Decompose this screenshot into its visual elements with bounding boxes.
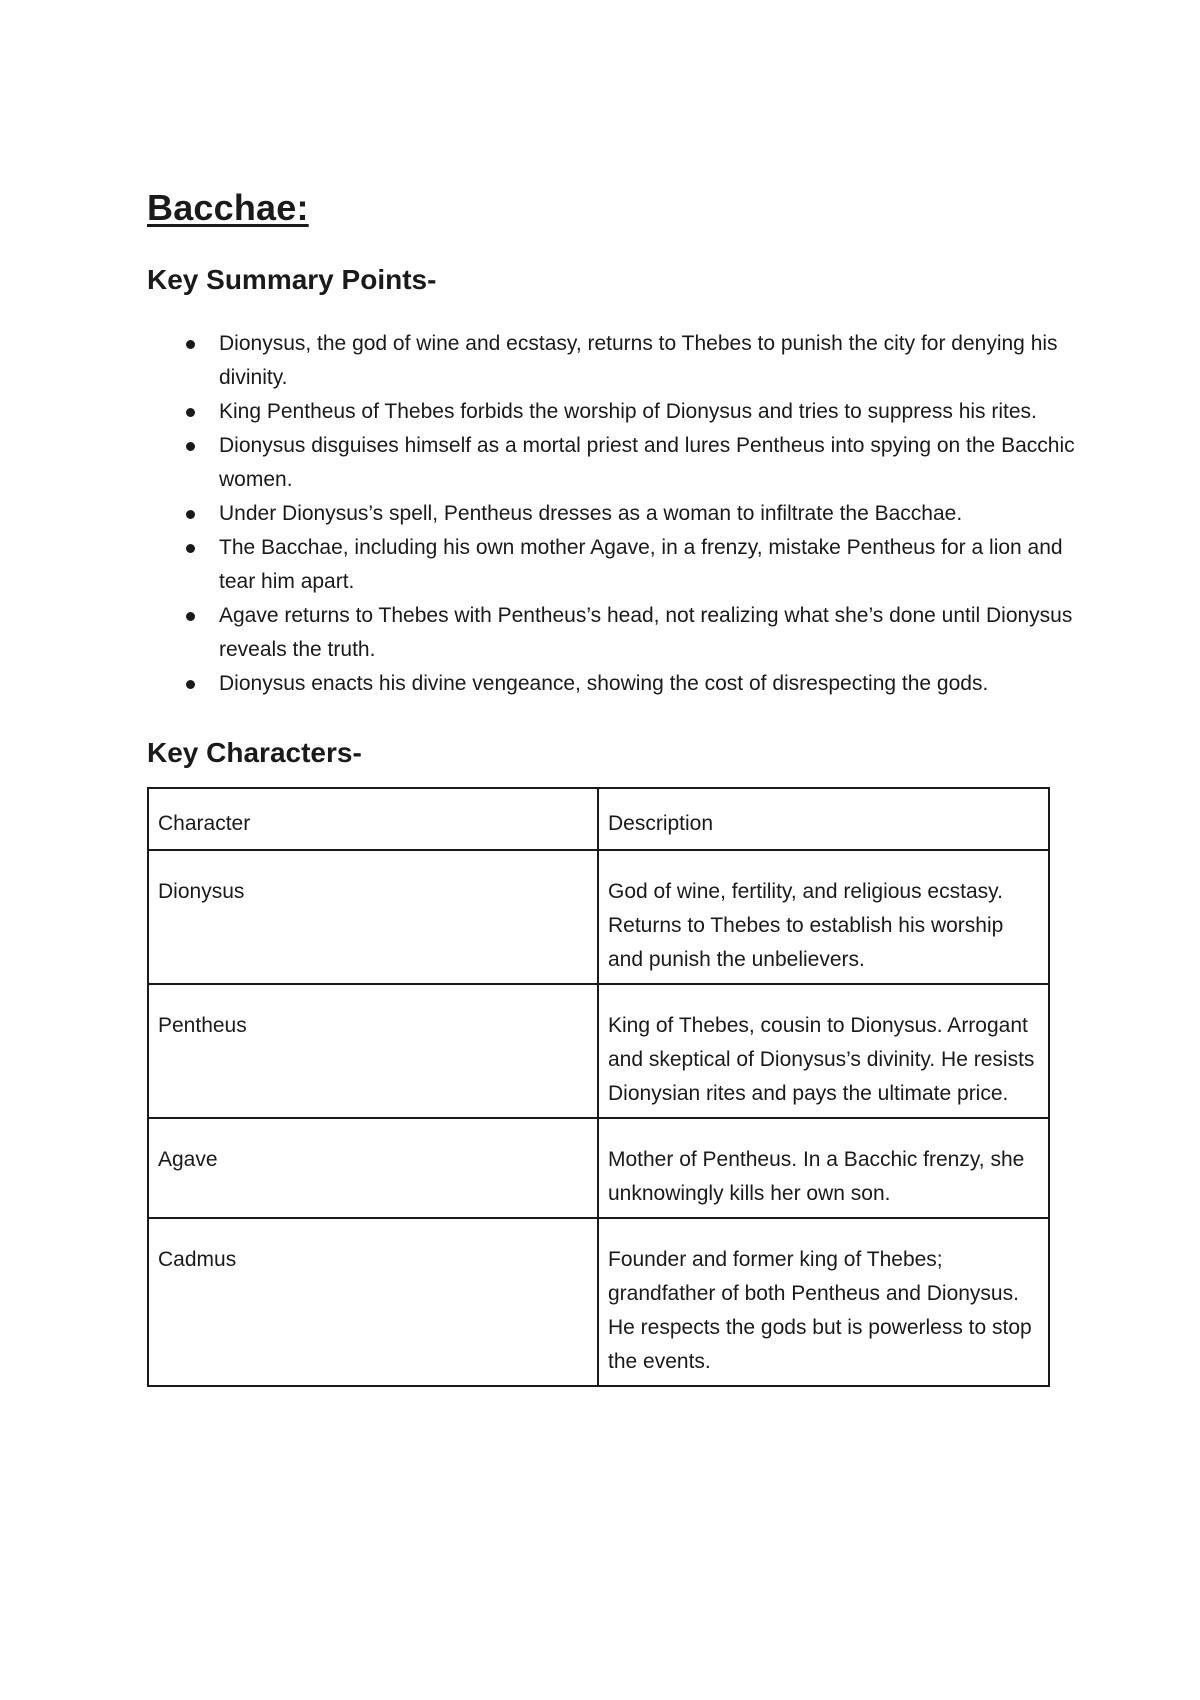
document-title: Bacchae: bbox=[147, 187, 309, 228]
summary-point: Dionysus enacts his divine vengeance, showing the cost of disrespecting the gods. bbox=[219, 667, 1079, 701]
character-description: Founder and former king of Thebes; grandfather of both Pentheus and Dionysus. He respects the gods but is powerless to stop the events. bbox=[598, 1218, 1049, 1386]
table-header-row bbox=[148, 788, 1049, 850]
document-page bbox=[147, 180, 1075, 1387]
summary-point: Dionysus disguises himself as a mortal priest and lures Pentheus into spying on the Bacchic women. bbox=[219, 429, 1079, 497]
character-description: God of wine, fertility, and religious ecstasy. Returns to Thebes to establish his worship and punish the unbelievers. bbox=[598, 850, 1049, 984]
table-row bbox=[148, 1218, 1049, 1386]
summary-point: King Pentheus of Thebes forbids the worship of Dionysus and tries to suppress his rites. bbox=[219, 395, 1079, 429]
table-row bbox=[148, 850, 1049, 984]
summary-point: Dionysus, the god of wine and ecstasy, returns to Thebes to punish the city for denying his divinity. bbox=[219, 327, 1079, 395]
column-header-description: Description bbox=[598, 788, 1049, 850]
column-header-character: Character bbox=[148, 788, 598, 850]
character-description: King of Thebes, cousin to Dionysus. Arrogant and skeptical of Dionysus’s divinity. He resists Dionysian rites and pays the ultimate price. bbox=[598, 984, 1049, 1118]
summary-point: Under Dionysus’s spell, Pentheus dresses as a woman to infiltrate the Bacchae. bbox=[219, 497, 1079, 531]
characters-table bbox=[147, 787, 1050, 1387]
summary-point: The Bacchae, including his own mother Agave, in a frenzy, mistake Pentheus for a lion and tear him apart. bbox=[219, 531, 1079, 599]
character-name: Pentheus bbox=[148, 984, 598, 1118]
character-description: Mother of Pentheus. In a Bacchic frenzy, she unknowingly kills her own son. bbox=[598, 1118, 1049, 1218]
summary-list bbox=[147, 327, 1075, 701]
character-name: Dionysus bbox=[148, 850, 598, 984]
table-row bbox=[148, 984, 1049, 1118]
character-name: Agave bbox=[148, 1118, 598, 1218]
characters-heading: Key Characters- bbox=[147, 737, 362, 768]
table-row bbox=[148, 1118, 1049, 1218]
summary-point: Agave returns to Thebes with Pentheus’s head, not realizing what she’s done until Dionysus reveals the truth. bbox=[219, 599, 1079, 667]
summary-heading: Key Summary Points- bbox=[147, 264, 437, 295]
character-name: Cadmus bbox=[148, 1218, 598, 1386]
